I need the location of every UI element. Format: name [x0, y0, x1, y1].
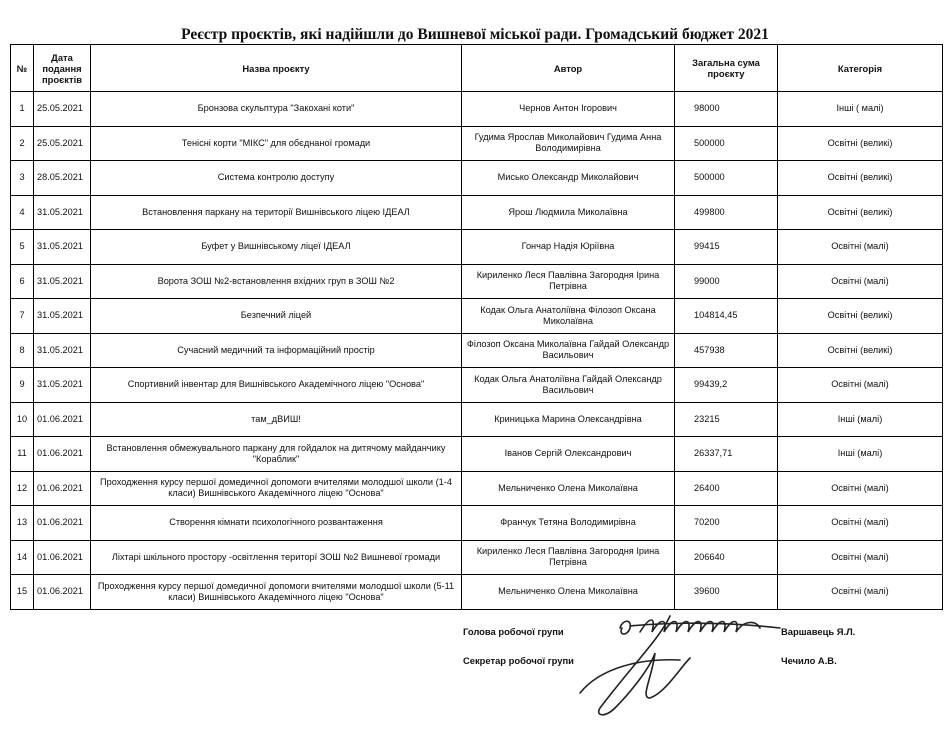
row-sum: 99439,2	[675, 368, 778, 403]
row-author: Ярош Людмила Миколаївна	[462, 195, 675, 230]
row-num: 8	[11, 333, 34, 368]
row-name: Проходження курсу першої домедичної допомоги вчителями молодшої школи (5-11 класи) Вишнівського Академічного ліцею "Основа"	[91, 575, 462, 610]
row-date: 31.05.2021	[34, 299, 91, 334]
secretary-label: Секретар робочої групи	[463, 655, 574, 666]
row-sum: 457938	[675, 333, 778, 368]
table-row	[11, 230, 943, 265]
row-sum: 23215	[675, 402, 778, 437]
row-author: Мельниченко Олена Миколаївна	[462, 471, 675, 506]
row-author: Франчук Тетяна Володимирівна	[462, 506, 675, 541]
row-num: 3	[11, 161, 34, 196]
row-name: Тенісні корти "МІКС" для обєднаної громади	[91, 126, 462, 161]
row-category: Освітні (великі)	[778, 195, 943, 230]
row-name: Встановлення обмежувального паркану для гойдалок на дитячому майданчику "Кораблик"	[91, 437, 462, 472]
row-name: там_дВИШ!	[91, 402, 462, 437]
row-num: 12	[11, 471, 34, 506]
row-author: Гудима Ярослав Миколайович Гудима Анна Володимирівна	[462, 126, 675, 161]
row-category: Інші ( малі)	[778, 92, 943, 127]
row-author: Мисько Олександр Миколайович	[462, 161, 675, 196]
row-category: Освітні (малі)	[778, 506, 943, 541]
row-category: Освітні (малі)	[778, 264, 943, 299]
row-author: Філозоп Оксана Миколаївна Гайдай Олександр Васильович	[462, 333, 675, 368]
row-num: 11	[11, 437, 34, 472]
row-category: Освітні (малі)	[778, 368, 943, 403]
row-author: Кодак Ольга Анатоліївна Філозоп Оксана Миколаївна	[462, 299, 675, 334]
row-author: Чернов Антон Ігорович	[462, 92, 675, 127]
row-num: 9	[11, 368, 34, 403]
row-author: Мельниченко Олена Миколаївна	[462, 575, 675, 610]
row-date: 01.06.2021	[34, 437, 91, 472]
table-row	[11, 575, 943, 610]
table-row	[11, 195, 943, 230]
header-date: Дата подання проєктів	[34, 45, 91, 92]
row-date: 01.06.2021	[34, 540, 91, 575]
row-author: Гончар Надія Юріївна	[462, 230, 675, 265]
table-row	[11, 437, 943, 472]
table-row	[11, 92, 943, 127]
projects-table	[10, 44, 943, 610]
row-name: Спортивний інвентар для Вишнівського Академічного ліцею "Основа"	[91, 368, 462, 403]
row-name: Ліхтарі шкільного простору -освітлення територї ЗОШ №2 Вишневої громади	[91, 540, 462, 575]
table-row	[11, 333, 943, 368]
head-name: Варшавець Я.Л.	[781, 626, 856, 637]
row-date: 01.06.2021	[34, 471, 91, 506]
row-category: Освітні (великі)	[778, 161, 943, 196]
row-name: Бронзова скульптура "Закохані коти"	[91, 92, 462, 127]
row-sum: 70200	[675, 506, 778, 541]
row-date: 25.05.2021	[34, 126, 91, 161]
row-category: Освітні (малі)	[778, 230, 943, 265]
table-row	[11, 402, 943, 437]
row-date: 28.05.2021	[34, 161, 91, 196]
row-sum: 26400	[675, 471, 778, 506]
row-author: Кодак Ольга Анатоліївна Гайдай Олександр Васильович	[462, 368, 675, 403]
row-date: 01.06.2021	[34, 402, 91, 437]
signature-image	[560, 598, 790, 728]
row-sum: 99000	[675, 264, 778, 299]
row-name: Створення кімнати психологічного розвантаження	[91, 506, 462, 541]
row-category: Освітні (малі)	[778, 471, 943, 506]
row-name: Буфет у Вишнівському ліцеї ІДЕАЛ	[91, 230, 462, 265]
row-date: 01.06.2021	[34, 506, 91, 541]
row-author: Кириленко Леся Павлівна Загородня Ірина Петрівна	[462, 264, 675, 299]
row-num: 14	[11, 540, 34, 575]
table-row	[11, 126, 943, 161]
row-name: Система контролю доступу	[91, 161, 462, 196]
row-num: 10	[11, 402, 34, 437]
header-name: Назва проєкту	[91, 45, 462, 92]
row-category: Освітні (великі)	[778, 126, 943, 161]
row-name: Проходження курсу першої домедичної допомоги вчителями молодшої школи (1-4 класи) Вишнівського Академічного ліцею "Основа"	[91, 471, 462, 506]
row-num: 4	[11, 195, 34, 230]
row-date: 31.05.2021	[34, 230, 91, 265]
row-date: 25.05.2021	[34, 92, 91, 127]
row-sum: 500000	[675, 126, 778, 161]
table-row	[11, 264, 943, 299]
row-author: Іванов Сергій Олександрович	[462, 437, 675, 472]
row-sum: 26337,71	[675, 437, 778, 472]
row-num: 13	[11, 506, 34, 541]
row-sum: 99415	[675, 230, 778, 265]
secretary-name: Чечило А.В.	[781, 655, 837, 666]
row-date: 31.05.2021	[34, 333, 91, 368]
row-date: 31.05.2021	[34, 368, 91, 403]
head-label: Голова робочої групи	[463, 626, 564, 637]
row-sum: 206640	[675, 540, 778, 575]
row-name: Ворота ЗОШ №2-встановлення вхідних груп в ЗОШ №2	[91, 264, 462, 299]
table-header-row	[11, 45, 943, 92]
row-sum: 104814,45	[675, 299, 778, 334]
row-author: Криницька Марина Олександрівна	[462, 402, 675, 437]
row-num: 5	[11, 230, 34, 265]
row-sum: 39600	[675, 575, 778, 610]
row-num: 6	[11, 264, 34, 299]
row-sum: 499800	[675, 195, 778, 230]
row-category: Інші (малі)	[778, 402, 943, 437]
table-row	[11, 161, 943, 196]
row-num: 1	[11, 92, 34, 127]
table-row	[11, 299, 943, 334]
row-category: Освітні (малі)	[778, 540, 943, 575]
row-category: Освітні (великі)	[778, 299, 943, 334]
header-num: №	[11, 45, 34, 92]
row-date: 31.05.2021	[34, 195, 91, 230]
table-row	[11, 368, 943, 403]
row-name: Встановлення паркану на території Вишнівського ліцею ІДЕАЛ	[91, 195, 462, 230]
row-category: Освітні (малі)	[778, 575, 943, 610]
row-category: Освітні (великі)	[778, 333, 943, 368]
row-date: 31.05.2021	[34, 264, 91, 299]
table-row	[11, 471, 943, 506]
row-sum: 500000	[675, 161, 778, 196]
row-sum: 98000	[675, 92, 778, 127]
document-title: Реєстр проєктів, які надійшли до Вишневої міської ради. Громадський бюджет 2021	[181, 26, 769, 43]
row-category: Інші (малі)	[778, 437, 943, 472]
header-sum: Загальна сума проєкту	[675, 45, 778, 92]
row-author: Кириленко Леся Павлівна Загородня Ірина Петрівна	[462, 540, 675, 575]
row-num: 2	[11, 126, 34, 161]
table-row	[11, 540, 943, 575]
row-name: Сучасний медичний та інформаційний простір	[91, 333, 462, 368]
row-num: 15	[11, 575, 34, 610]
table-row	[11, 506, 943, 541]
row-name: Безпечний ліцей	[91, 299, 462, 334]
row-date: 01.06.2021	[34, 575, 91, 610]
header-category: Категорія	[778, 45, 943, 92]
header-author: Автор	[462, 45, 675, 92]
row-num: 7	[11, 299, 34, 334]
